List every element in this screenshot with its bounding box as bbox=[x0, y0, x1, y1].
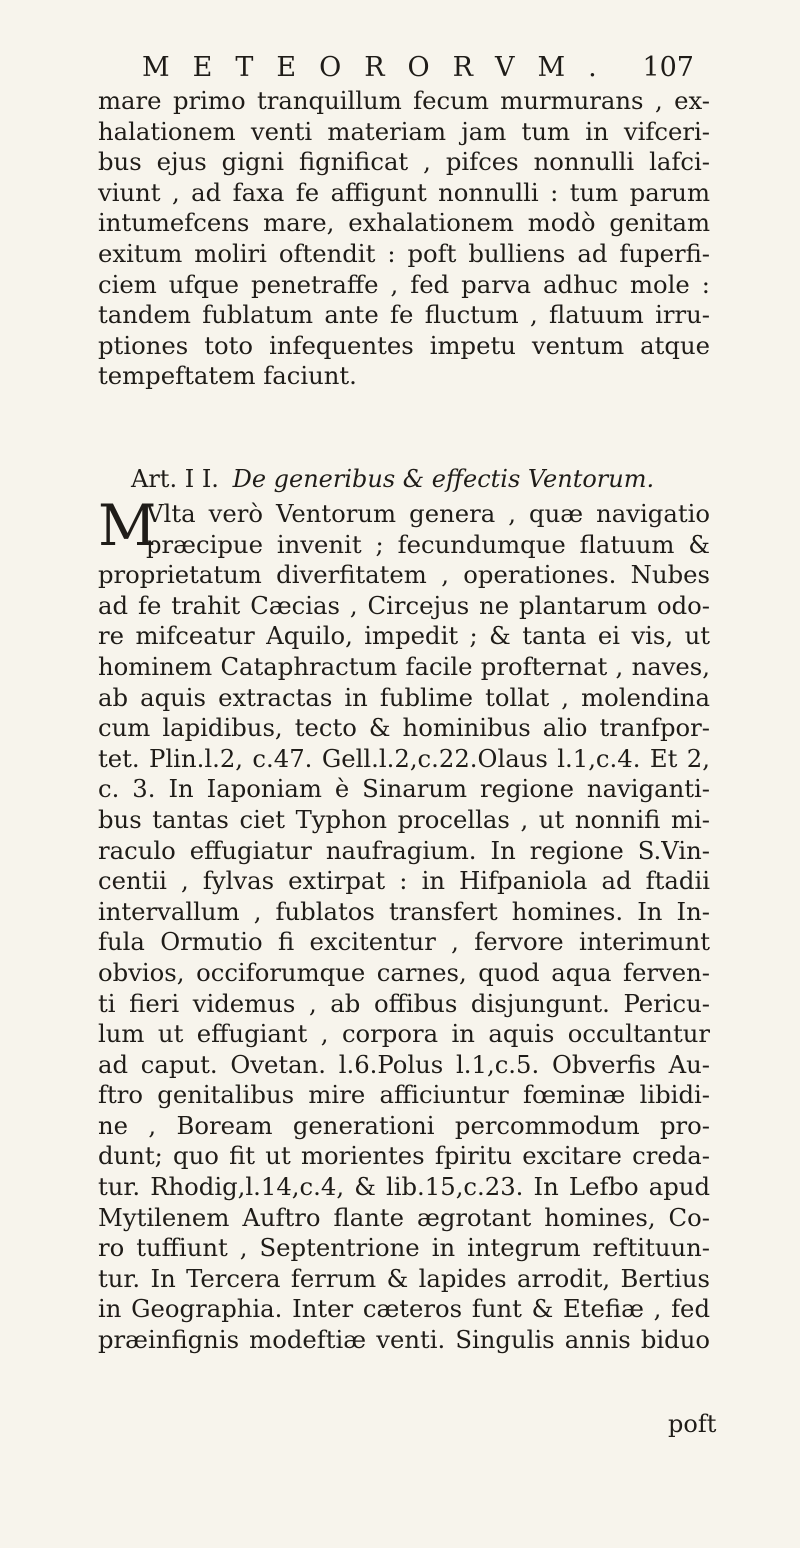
text-line: ptiones toto infequentes impetu ventum atque bbox=[98, 330, 710, 360]
drop-capital: M bbox=[98, 493, 157, 559]
text-line: c. 3. In Iaponiam è Sinarum regione naviganti- bbox=[98, 774, 710, 804]
text-line: ad fe trahit Cæcias , Circejus ne plantarum odo- bbox=[98, 590, 710, 620]
running-title: METEORORVM. bbox=[142, 52, 620, 83]
text-line: ciem ufque penetraffe , fed parva adhuc mole : bbox=[98, 269, 710, 299]
text-line: dunt; quo fit ut morientes fpiritu excitare creda- bbox=[98, 1141, 710, 1171]
text-line: ro tuffiunt , Septentrione in integrum reftituun- bbox=[98, 1233, 710, 1263]
text-line: tur. Rhodig,l.14,c.4, & lib.15,c.23. In Lefbo apud bbox=[98, 1172, 710, 1202]
text-line: Mytilenem Auftro flante ægrotant homines, Co- bbox=[98, 1202, 710, 1232]
text-line: tempeftatem faciunt. bbox=[98, 361, 357, 391]
text-line: intumefcens mare, exhalationem modò genitam bbox=[98, 208, 710, 238]
text-line: ne , Boream generationi percommodum pro- bbox=[98, 1110, 710, 1140]
text-line: lum ut effugiant , corpora in aquis occultantur bbox=[98, 1019, 710, 1049]
page-header bbox=[142, 52, 694, 84]
text-line: tet. Plin.l.2, c.47. Gell.l.2,c.22.Olaus l.1,c.4. Et 2, bbox=[98, 743, 710, 773]
text-line: centii , fylvas extirpat : in Hifpaniola ad ftadii bbox=[98, 866, 710, 896]
text-line: obvios, occiforumque carnes, quod aqua ferven- bbox=[98, 957, 710, 987]
text-line: ab aquis extractas in fublime tollat , molendina bbox=[98, 682, 710, 712]
section-title: De generibus & effectis Ventorum. bbox=[232, 465, 655, 493]
text-line: præinfignis modeftiæ venti. Singulis annis biduo bbox=[98, 1325, 710, 1355]
section-number: Art. I I. bbox=[131, 465, 219, 493]
text-line: hominem Cataphractum facile profternat , naves, bbox=[98, 651, 710, 681]
text-line: fula Ormutio fi excitentur , fervore interimunt bbox=[98, 927, 710, 957]
paragraph-continued bbox=[98, 86, 710, 392]
text-line: cum lapidibus, tecto & hominibus alio tranfpor- bbox=[98, 713, 710, 743]
section-heading bbox=[131, 465, 655, 497]
text-line: re mifceatur Aquilo, impedit ; & tanta ei vis, ut bbox=[98, 621, 710, 651]
text-line: proprietatum diverfitatem , operationes. Nubes bbox=[98, 560, 710, 590]
text-line: mare primo tranquillum fecum murmurans , ex- bbox=[98, 86, 710, 115]
text-line: halationem venti materiam jam tum in vifceri- bbox=[98, 116, 710, 146]
text-line: præcipue invenit ; fecundumque flatuum & bbox=[146, 529, 710, 559]
text-line: viunt , ad faxa fe affigunt nonnulli : tum parum bbox=[98, 177, 710, 207]
text-line: tandem fublatum ante fe fluctum , flatuum irru- bbox=[98, 300, 710, 330]
text-line: ti fieri videmus , ab offibus disjungunt. Pericu- bbox=[98, 988, 710, 1018]
text-line: Vlta verò Ventorum genera , quæ navigatio bbox=[146, 499, 710, 528]
text-line: intervallum , fublatos transfert homines. In In- bbox=[98, 896, 710, 926]
text-line: in Geographia. Inter cæteros funt & Etefiæ , fed bbox=[98, 1294, 710, 1324]
page-number: 107 bbox=[642, 52, 694, 83]
text-line: ftro genitalibus mire afficiuntur fœminæ libidi- bbox=[98, 1080, 710, 1110]
text-line: bus tantas ciet Typhon procellas , ut nonnifi mi- bbox=[98, 804, 710, 834]
text-line: exitum moliri oftendit : poft bulliens ad fuperfi- bbox=[98, 238, 710, 268]
text-line: raculo effugiatur naufragium. In regione S.Vin- bbox=[98, 835, 710, 865]
text-line: ad caput. Ovetan. l.6.Polus l.1,c.5. Obverfis Au- bbox=[98, 1049, 710, 1079]
text-line: bus ejus gigni fignificat , pifces nonnulli lafci- bbox=[98, 147, 710, 177]
text-line: tur. In Tercera ferrum & lapides arrodit, Bertius bbox=[98, 1263, 710, 1293]
section-body bbox=[98, 499, 710, 1356]
catchword: poft bbox=[668, 1410, 717, 1438]
